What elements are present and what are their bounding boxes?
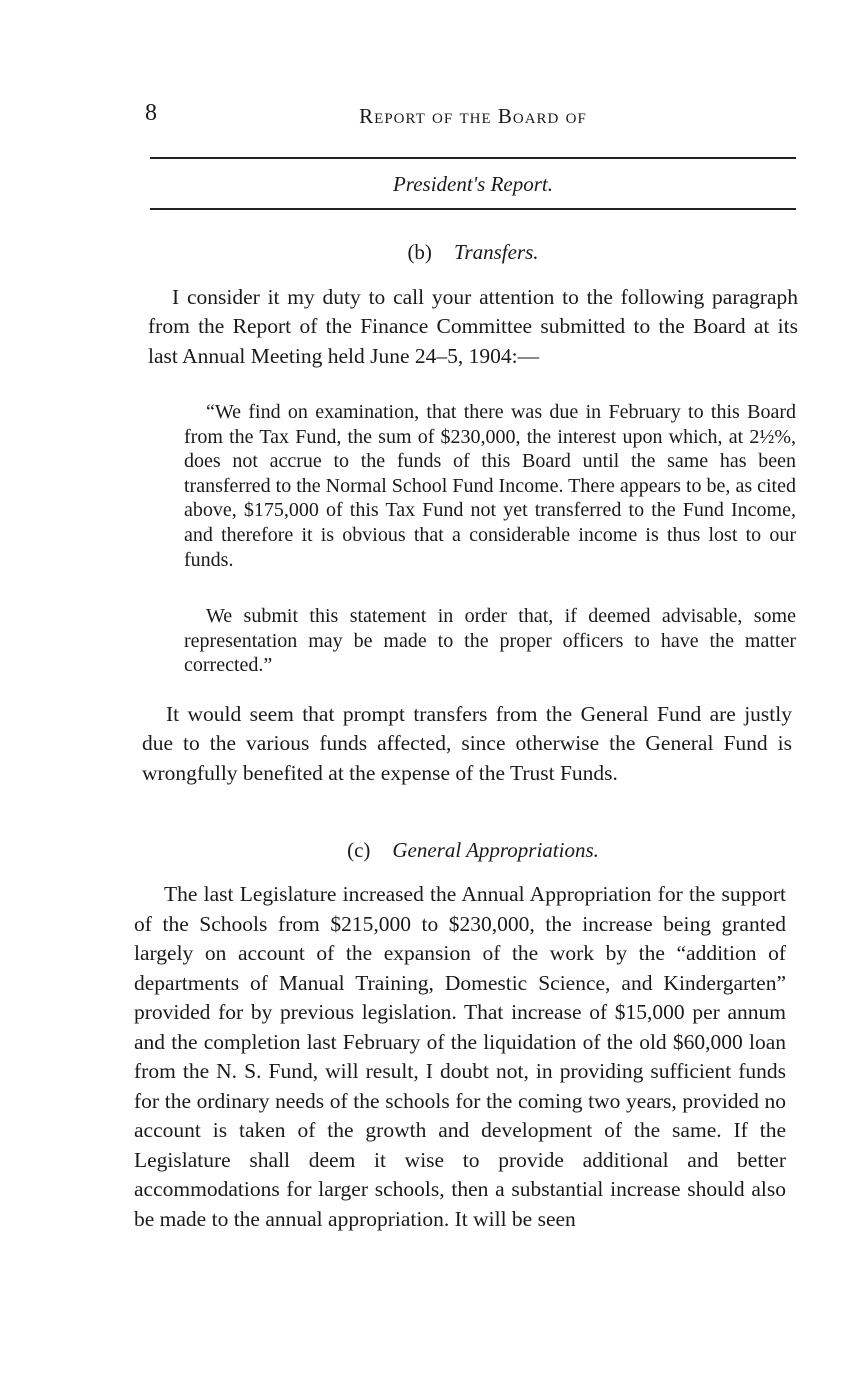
- subheading-general-appropriations: [150, 838, 796, 863]
- quote-paragraph-2: We submit this statement in order that, if deemed advisable, some representation may be made to the proper officers to have the matter corrected.”: [184, 605, 796, 677]
- section-title: President's Report.: [392, 172, 554, 196]
- running-head: Report of the Board of: [359, 104, 587, 128]
- subheading-letter: (b): [407, 240, 432, 264]
- paragraph-intro: [148, 283, 798, 371]
- subheading-title: General Appropriations.: [392, 838, 599, 862]
- paragraph-transfers-conclusion: It would seem that prompt transfers from the General Fund are justly due to the various funds affected, since otherwise the General Fund is wrongfully benefited at the expense of the Trust Funds.: [142, 702, 792, 785]
- quote-paragraph-1: “We find on examination, that there was due in February to this Board from the Tax Fund, the sum of $230,000, the interest upon which, at 2½%, does not accrue to the funds of this Board until the same has been transferred to the Normal School Fund Income. There appears to be, as cited above, $175,000 of this Tax Fund not yet transferred to the Fund Income, and therefore it is obvious that a considerable income is thus lost to our funds.: [184, 401, 796, 571]
- subheading-transfers: [150, 240, 796, 265]
- header-rule-top: [150, 157, 796, 159]
- paragraph-appropriations: The last Legislature increased the Annual Appropriation for the support of the Schools from $215,000 to $230,000, the increase being granted largely on account of the expansion of the work by the “addition of departments of Manual Training, Domestic Science, and Kindergarten” provided for by previous legislation. That increase of $15,000 per annum and the completion last February of the liquidation of the old $60,000 loan from the N. S. Fund, will result, I doubt not, in providing sufficient funds for the ordinary needs of the schools for the coming two years, provided no account is taken of the growth and development of the same. If the Legislature shall deem it wise to provide additional and better accommodations for larger schools, then a substantial increase should also be made to the annual appropriation. It will be seen: [134, 882, 786, 1231]
- subheading-title: Transfers.: [453, 240, 539, 264]
- page-number: 8: [145, 100, 157, 126]
- subheading-letter: (c): [347, 838, 371, 862]
- header-rule-bottom: [150, 208, 796, 210]
- paragraph-intro-text: I consider it my duty to call your attention to the following paragraph from the Report of the Finance Committee submitted to the Board at its last Annual Meeting held June 24–5, 1904:—: [148, 285, 798, 368]
